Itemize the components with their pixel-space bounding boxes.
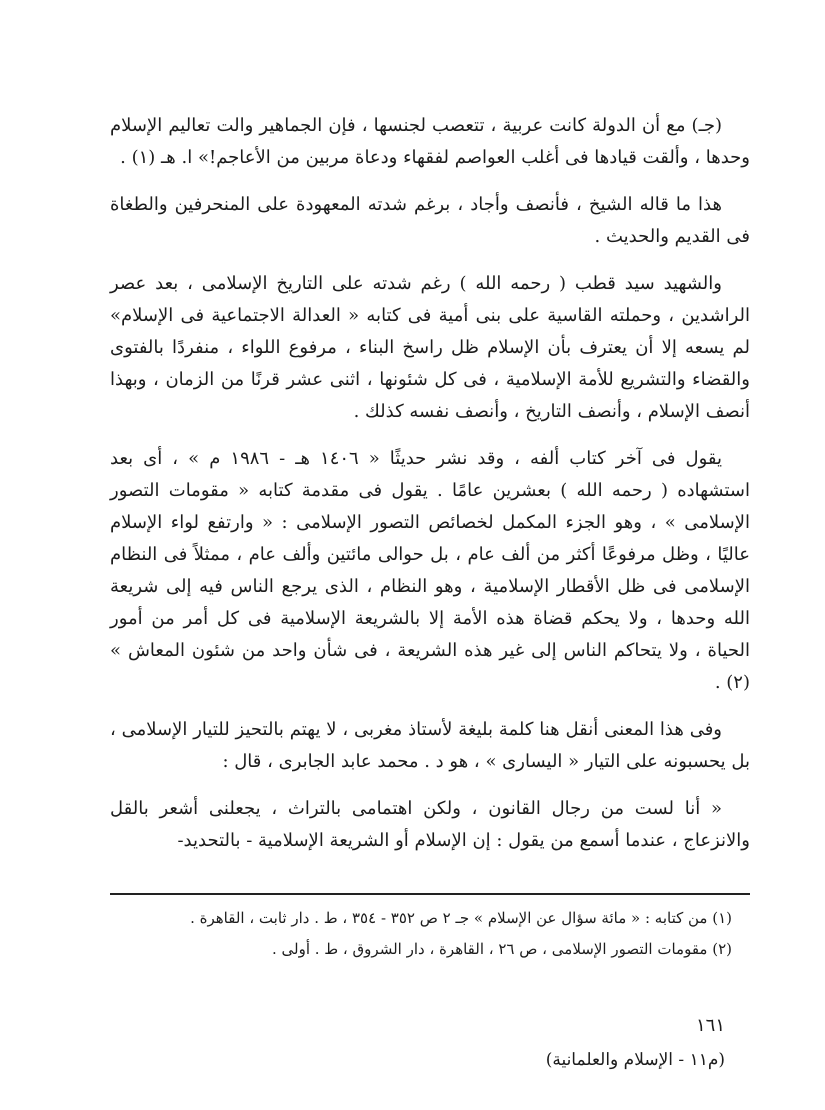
paragraph-2: هذا ما قاله الشيخ ، فأنصف وأجاد ، برغم شدته المعهودة على المنحرفين والطغاة فى القديم والحديث . (110, 194, 750, 247)
body-text (110, 110, 750, 872)
paragraph-6: « أنا لست من رجال القانون ، ولكن اهتمامى بالتراث ، يجعلنى أشعر بالقل والانزعاج ، عندما أسمع من يقول : إن الإسلام أو الشريعة الإسلامية - بالتحديد- (110, 798, 750, 851)
paragraph-4: يقول فى آخر كتاب ألفه ، وقد نشر حديثًا « ١٤٠٦ هـ - ١٩٨٦ م » ، أى بعد استشهاده ( رحمه الله ) بعشرين عامًا . يقول فى مقدمة كتابه « مقومات التصور الإسلامى » ، وهو الجزء المكمل لخصائص التصور الإسلامى : « وارتفع لواء الإسلام عاليًا ، وظل مرفوعًا أكثر من ألف عام ، بل حوالى مائتين وألف عام ، ممثلاً فى النظام الإسلامى فى ظل الأقطار الإسلامية ، وهو النظام ، الذى يرجع الناس فيه إلى شريعة الله وحدها ، ولا يحكم قضاة هذه الأمة إلا بالشريعة الإسلامية فى كل أمر من أمور الحياة ، ولا يتحاكم الناس إلى غير هذه الشريعة ، فى شأن واحد من شئون المعاش » (٢) . (110, 448, 750, 693)
footnote-1: (١) من كتابه : « مائة سؤال عن الإسلام » جـ ٢ ص ٣٥٢ - ٣٥٤ ، ط . دار ثابت ، القاهرة . (190, 909, 732, 927)
paragraph-1: (جـ) مع أن الدولة كانت عربية ، تتعصب لجنسها ، فإن الجماهير والت تعاليم الإسلام وحدها ، وألقت قيادها فى أغلب العواصم لفقهاء ودعاة مربين من الأعاجم!» ا. هـ (١) . (110, 115, 750, 168)
running-footer: (م١١ - الإسلام والعلمانية) (545, 1050, 725, 1070)
footnote-2: (٢) مقومات التصور الإسلامى ، ص ٢٦ ، القاهرة ، دار الشروق ، ط . أولى . (271, 940, 732, 958)
footnote-separator (110, 893, 750, 895)
page-number: ١٦١ (695, 1015, 725, 1036)
paragraph-3: والشهيد سيد قطب ( رحمه الله ) رغم شدته على التاريخ الإسلامى ، بعد عصر الراشدين ، وحملته القاسية على بنى أمية فى كتابه « العدالة الاجتماعية فى الإسلام» لم يسعه إلا أن يعترف بأن الإسلام ظل راسخ البناء ، مرفوع اللواء ، منفردًا بالفتوى والقضاء والتشريع للأمة الإسلامية ، فى كل شئونها ، اثنى عشر قرنًا من الزمان ، وبهذا أنصف الإسلام ، وأنصف التاريخ ، وأنصف نفسه كذلك . (110, 273, 750, 422)
footnotes (110, 905, 750, 967)
paragraph-5: وفى هذا المعنى أنقل هنا كلمة بليغة لأستاذ مغربى ، لا يهتم بالتحيز للتيار الإسلامى ، بل يحسبونه على التيار « اليسارى » ، هو د . محمد عابد الجابرى ، قال : (110, 719, 750, 772)
